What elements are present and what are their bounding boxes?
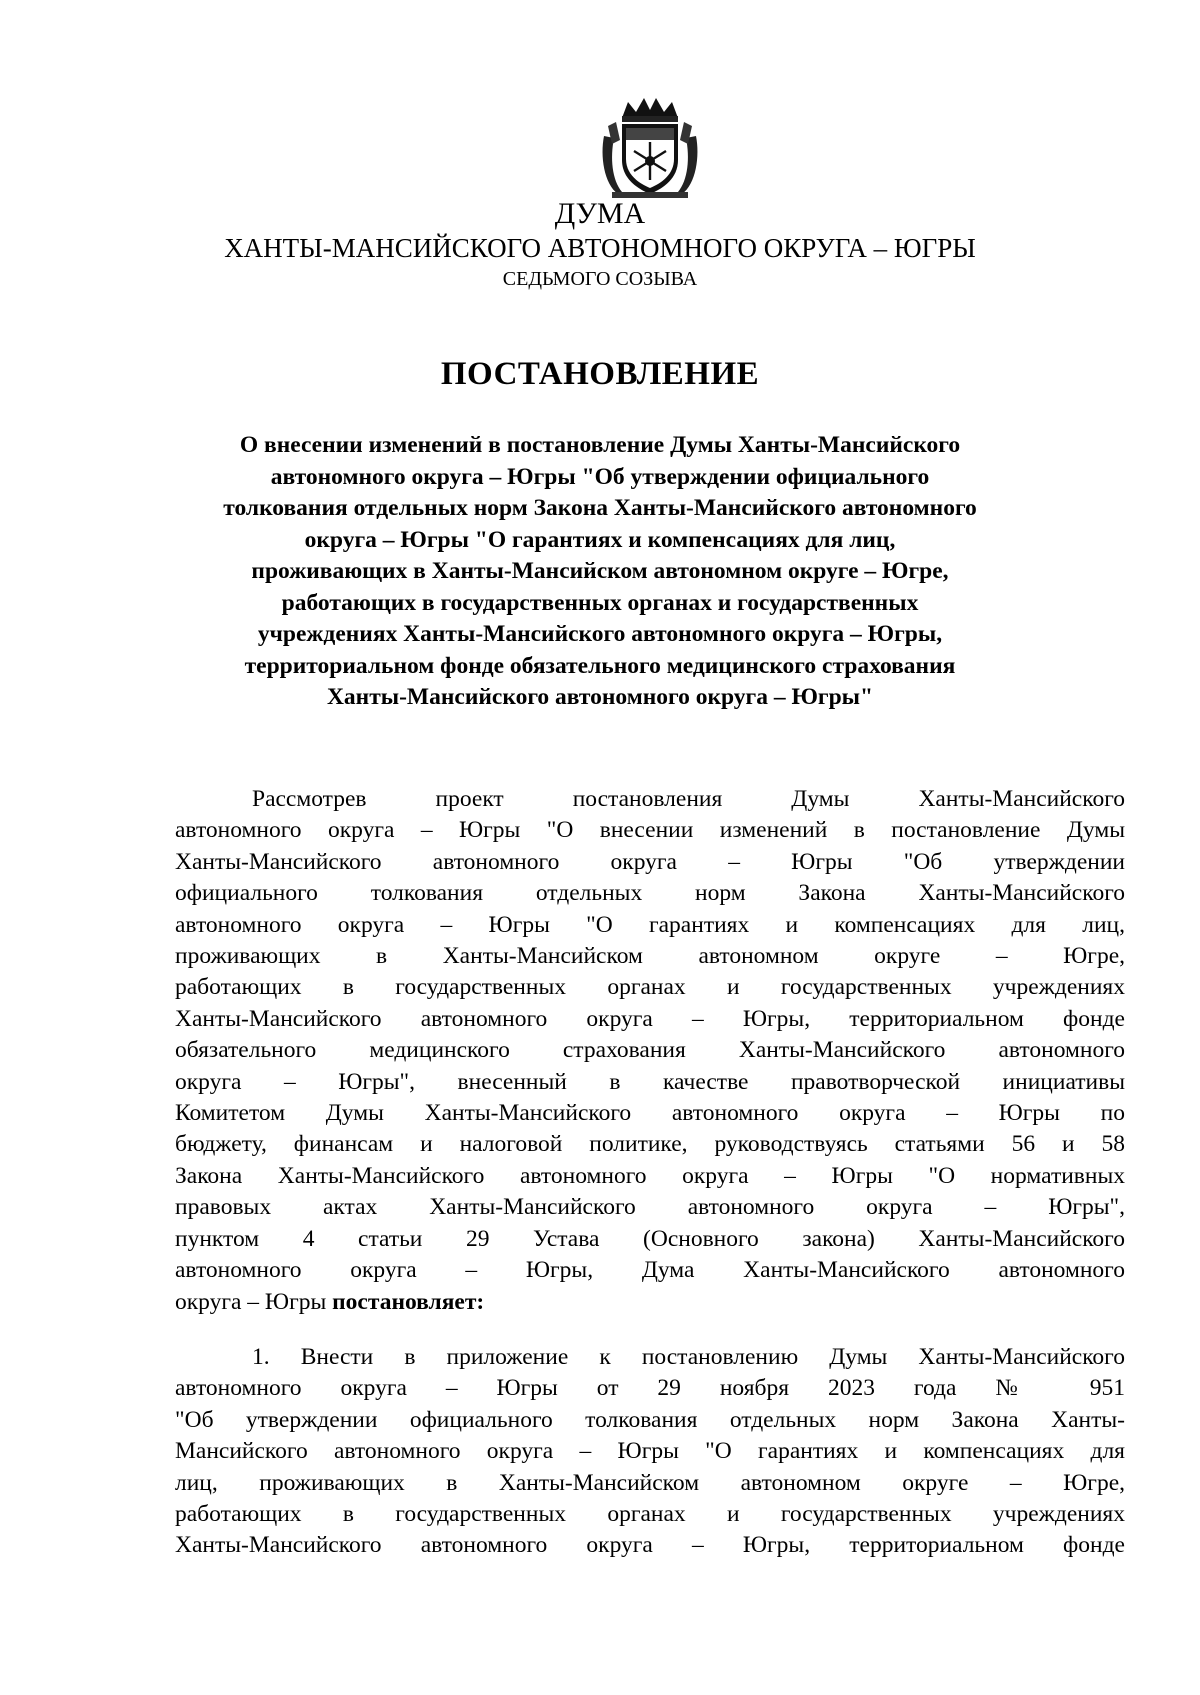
subject-line: работающих в государственных органах и государственных [281,589,919,616]
body-line: 1. Внести в приложение к постановлению Думы Ханты-Мансийского [252,1344,1125,1370]
body-line: обязательного медицинского страхования Ханты-Мансийского автономного [175,1037,1125,1064]
resolves-keyword: постановляет: [332,1288,485,1315]
body-line: "Об утверждении официального толкования отдельных норм Закона Ханты- [175,1406,1125,1433]
body-line: Комитетом Думы Ханты-Мансийского автономного округа – Югры по [175,1100,1125,1127]
body-line: бюджету, финансам и налоговой политике, руководствуясь статьями 56 и 58 [175,1131,1125,1158]
body-line: лиц, проживающих в Ханты-Мансийском автономном округе – Югре, [175,1469,1125,1496]
body-line: автономного округа – Югры от 29 ноября 2023 года № 951 [175,1375,1125,1402]
body-line: округа – Югры", внесенный в качестве правотворческой инициативы [175,1068,1125,1095]
convocation: СЕДЬМОГО СОЗЫВА [502,268,698,290]
document-type-title: ПОСТАНОВЛЕНИЕ [440,356,760,392]
body-line: работающих в государственных органах и государственных учреждениях [175,974,1125,1001]
document-subject [150,430,1050,714]
coat-of-arms-emblem [598,96,702,200]
body-line: автономного округа – Югры "О внесении изменений в постановление Думы [175,817,1125,844]
subject-line: проживающих в Ханты-Мансийском автономном округе – Югре, [251,558,949,584]
body-line: автономного округа – Югры, Дума Ханты-Мансийского автономного [175,1257,1125,1284]
body-line: правовых актах Ханты-Мансийского автономного округа – Югры", [175,1194,1125,1221]
body-line: проживающих в Ханты-Мансийском автономном округе – Югре, [175,943,1125,970]
body-line-final [175,1287,1125,1318]
body-line: пунктом 4 статьи 29 Устава (Основного закона) Ханты-Мансийского [175,1225,1125,1252]
body-line: Ханты-Мансийского автономного округа – Югры, территориальном фонде [175,1532,1125,1559]
body-line: работающих в государственных органах и государственных учреждениях [175,1501,1125,1528]
subject-line: территориальном фонде обязательного медицинского страхования [244,652,956,679]
body-line: Мансийского автономного округа – Югры "О гарантиях и компенсациях для [175,1438,1125,1465]
subject-line: автономного округа – Югры "Об утверждении официального [270,463,930,490]
body-line: официального толкования отдельных норм Закона Ханты-Мансийского [175,880,1125,907]
subject-line: Ханты-Мансийского автономного округа – Югры" [326,684,874,710]
item-1-paragraph [175,1342,1125,1562]
body-line: автономного округа – Югры "О гарантиях и компенсациях для лиц, [175,911,1125,938]
preamble-paragraph [175,784,1125,1318]
body-line: Ханты-Мансийского автономного округа – Югры "Об утверждении [175,848,1125,875]
body-line: Рассмотрев проект постановления Думы Ханты-Мансийского [252,786,1125,812]
org-name: ДУМА [554,197,646,230]
subject-line: толкования отдельных норм Закона Ханты-Мансийского автономного [223,495,977,521]
subject-line: О внесении изменений в постановление Думы Ханты-Мансийского [239,432,961,458]
subject-line: округа – Югры "О гарантиях и компенсациях для лиц, [304,526,896,553]
body-text: округа – Югры [175,1288,333,1315]
subject-line: учреждениях Ханты-Мансийского автономного округа – Югры, [257,621,943,647]
org-region: ХАНТЫ-МАНСИЙСКОГО АВТОНОМНОГО ОКРУГА – ЮГРЫ [224,233,976,263]
body-line: Ханты-Мансийского автономного округа – Югры, территориальном фонде [175,1005,1125,1032]
body-line: Закона Ханты-Мансийского автономного округа – Югры "О нормативных [175,1162,1125,1189]
